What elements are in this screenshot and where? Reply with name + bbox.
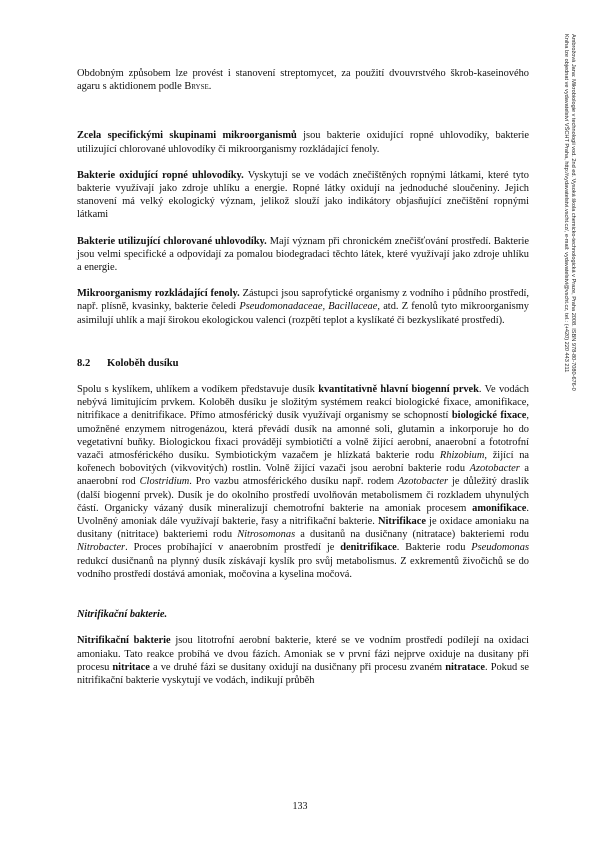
section-number: 8.2: [77, 357, 91, 369]
paragraph-chlorinated-bacteria: Bakterie utilizující chlorované uhlovodíky. Mají význam při chronickém znečišťování prostředí. Bakterie jsou velmi specifické a odpovídají za pomalou biodegradaci těchto látek, které využívají jako zdroje uhlíku a energie.: [77, 235, 529, 274]
paragraph-phenol-organisms: Mikroorganismy rozkládající fenoly. Zástupci jsou saprofytické organismy z vodního i půdního prostředí, např. plísně, kvasinky, bakterie čeledi Pseudomonadaceae, Bacillaceae, atd. Z fenolů tyto mikroorganismy asimilují uhlík a mají širokou ekologickou valenci (rozpětí teplot a kyslíkaté či bezkyslíkaté prostředí).: [77, 288, 529, 326]
page-content: [77, 67, 529, 687]
paragraph-nitrogen-cycle: Spolu s kyslíkem, uhlíkem a vodíkem představuje dusík kvantitativně hlavní biogenní prvek. Ve vodách nebývá limitujícím prvkem. Koloběh dusíku je složitým systémem reakcí biologické fixace, amonifikace, nitrifikace a denitrifikace. Přímo atmosférický dusík využívají organismy se schopností biologické fixace, umožněné enzymem nitrogenázou, která převádí dusík na amonné soli, glutamin a inkorporuje ho do vegetativní buňky. Biologickou fixaci provádějí symbiotičtí a volně žijící aerobní, anaerobní a fototrofní vazači atmosférického dusíku. Symbiotickým vazačem je hlízkatá bakterie rodu Rhizobium, žijící na kořenech bobovitých (vikvovitých) rostlin. Volně žijící vazači jsou aerobní bakterie rodu Azotobacter a anaerobní rod Clostridium. Pro vazbu atmosférického dusíku např. rodem Azotobacter je důležitý draslík (další biogenní prvek). Dusík je do okolního prostředí uvolňován metabolismem či rozkladem uhynulých částí. Organicky vázaný dusík mineralizují chemotrofní bakterie na amoniak procesem amonifikace. Uvolněný amoniak dále využívají bakterie, řasy a nitrifikační bakterie. Nitrifikace je oxidace amoniaku na dusitany (nitritace) bakteriemi rodu Nitrosomonas a dusitanů na dusičnany (nitratace) bakteriemi rodu Nitrobacter. Proces probíhající v anaerobním prostředí je denitrifikace. Bakterie rodu Pseudomonas redukcí dusičnanů na plynný dusík získávají kyslík pro svůj metabolismus. Z exkrementů živočichů se do vodního prostředí dostává amoniak, močovina a kyselina močová.: [77, 384, 530, 580]
page-number: 133: [292, 801, 308, 812]
section-heading: [77, 357, 529, 370]
paragraph-specific-groups: Zcela specifickými skupinami mikroorganismů jsou bakterie oxidující ropné uhlovodíky, bakterie utilizující chlorované uhlovodíky či mikroorganismy rozkládající fenoly.: [77, 130, 529, 155]
paragraph-nitrifying-bacteria: Nitrifikační bakterie jsou litotrofní aerobní bakterie, které se ve vodním prostředí podílejí na oxidaci amoniaku. Tato reakce probíhá ve dvou fázích. Amoniak se v první fázi nejprve oxiduje na dusitany při procesu nitritace a ve druhé fázi se dusitany oxidují na dusičnany při procesu zvaném nitratace. Pokud se nitrifikační bakterie vyskytují ve vodách, indikují průběh: [77, 635, 529, 686]
order-info-line: Kniha lze objednat ve vydavatelství VŠCHT Praha, http://vydavatelstvi.vscht.cz/, e-mail: vydavatelstvi@vscht.cz, tel.: (+420) 220 443 211: [563, 34, 569, 373]
citation-line: Ambrožová Jana: Mikrobiologie v technologii vod. 2nd ed. Vysoká škola chemicko-technologická v Praze, Praha 2008. ISBN 978-80-7080-676-0: [570, 34, 576, 391]
author-name: Bryse: [184, 81, 209, 93]
paragraph-oil-bacteria: Bakterie oxidující ropné uhlovodíky. Vyskytují se ve vodách znečištěných ropnými látkami, které tyto bakterie využívají jako zdroje uhlíku a energie. Ropné látky oxidují na jednoduché sloučeniny. Jejich stanovení má velký ekologický význam, jelikož slouží jako indikátory objasňující znečištění ropnými látkami: [77, 169, 530, 221]
subheading-nitrifying-bacteria: Nitrifikační bakterie.: [77, 609, 168, 621]
paragraph-streptomycetes: Obdobným způsobem lze provést i stanovení streptomycet, za použití dvouvrstvého škrob-kaseinového agaru s aktidionem podle Bryse.: [77, 68, 529, 93]
side-citation-note: [562, 34, 576, 594]
section-title: Koloběh dusíku: [107, 357, 179, 369]
